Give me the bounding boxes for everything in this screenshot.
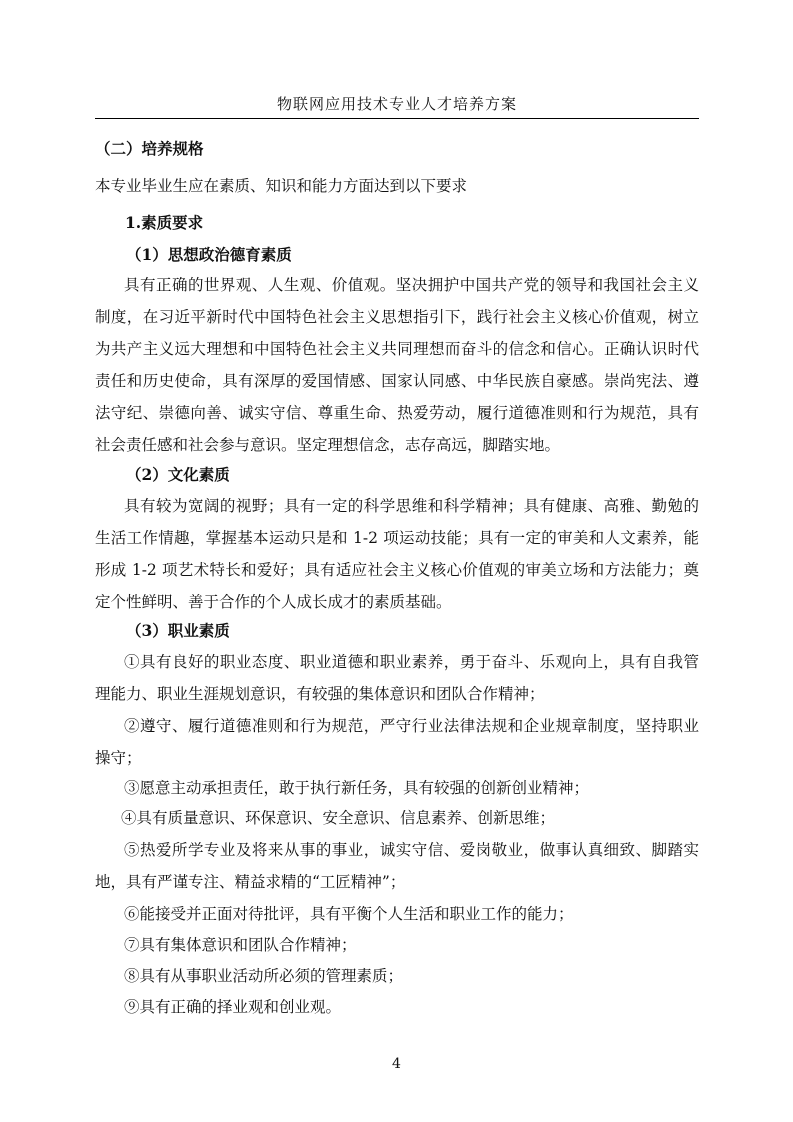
- political-line: 责任和历史使命，具有深厚的爱国情感、国家认同感、中华民族自豪感。崇尚宪法、遵: [95, 372, 699, 390]
- culture-line: 具有较为宽阔的视野；具有一定的科学思维和科学精神；具有健康、高雅、勤勉的: [124, 497, 699, 515]
- professional-item: ⑨具有正确的择业观和创业观。: [124, 998, 342, 1016]
- page-number: 4: [392, 1056, 401, 1072]
- culture-line: 生活工作情趣，掌握基本运动只是和 1-2 项运动技能；具有一定的审美和人文素养，能: [95, 529, 699, 547]
- section-intro: 本专业毕业生应在素质、知识和能力方面达到以下要求: [95, 177, 468, 195]
- political-line: 制度，在习近平新时代中国特色社会主义思想指引下，践行社会主义核心价值观，树立: [95, 308, 699, 326]
- professional-item: ⑦具有集体意识和团队合作精神；: [124, 936, 357, 954]
- professional-heading: （3）职业素质: [126, 621, 230, 640]
- culture-line: 定个性鲜明、善于合作的个人成长成才的素质基础。: [95, 593, 452, 611]
- professional-item: ⑧具有从事职业活动所必须的管理素质；: [124, 967, 404, 985]
- subsection-heading: 1.素质要求: [125, 213, 204, 232]
- political-line: 为共产主义远大理想和中国特色社会主义共同理想而奋斗的信念和信心。正确认识时代: [95, 340, 699, 358]
- section-heading: （二）培养规格: [95, 139, 204, 158]
- professional-item: ③愿意主动承担责任，敢于执行新任务，具有较强的创新创业精神；: [124, 779, 590, 797]
- political-heading: （1）思想政治德育素质: [126, 245, 292, 264]
- professional-item: 理能力、职业生涯规划意识，有较强的集体意识和团队合作精神；: [95, 685, 545, 703]
- header-divider: [95, 118, 699, 119]
- political-line: 社会责任感和社会参与意识。坚定理想信念，志存高远，脚踏实地。: [95, 436, 561, 454]
- professional-item: 地，具有严谨专注、精益求精的“工匠精神”；: [95, 873, 406, 891]
- professional-item: ①具有良好的职业态度、职业道德和职业素养，勇于奋斗、乐观向上，具有自我管: [124, 653, 699, 671]
- professional-item: ⑥能接受并正面对待批评，具有平衡个人生活和职业工作的能力；: [124, 905, 574, 923]
- culture-line: 形成 1-2 项艺术特长和爱好；具有适应社会主义核心价值观的审美立场和方法能力；奠: [95, 561, 699, 579]
- professional-item: 操守；: [95, 749, 142, 767]
- document-title: 物联网应用技术专业人才培养方案: [276, 95, 517, 113]
- professional-item: ⑤热爱所学专业及将来从事的事业，诚实守信、爱岗敬业，做事认真细致、脚踏实: [124, 841, 699, 859]
- political-line: 具有正确的世界观、人生观、价值观。坚决拥护中国共产党的领导和我国社会主义: [124, 276, 699, 294]
- political-line: 法守纪、崇德向善、诚实守信、尊重生命、热爱劳动，履行道德准则和行为规范，具有: [95, 404, 699, 422]
- culture-heading: （2）文化素质: [126, 465, 230, 484]
- professional-item: ②遵守、履行道德准则和行为规范，严守行业法律法规和企业规章制度，坚持职业: [124, 717, 699, 735]
- professional-item: ④具有质量意识、环保意识、安全意识、信息素养、创新思维；: [121, 809, 556, 827]
